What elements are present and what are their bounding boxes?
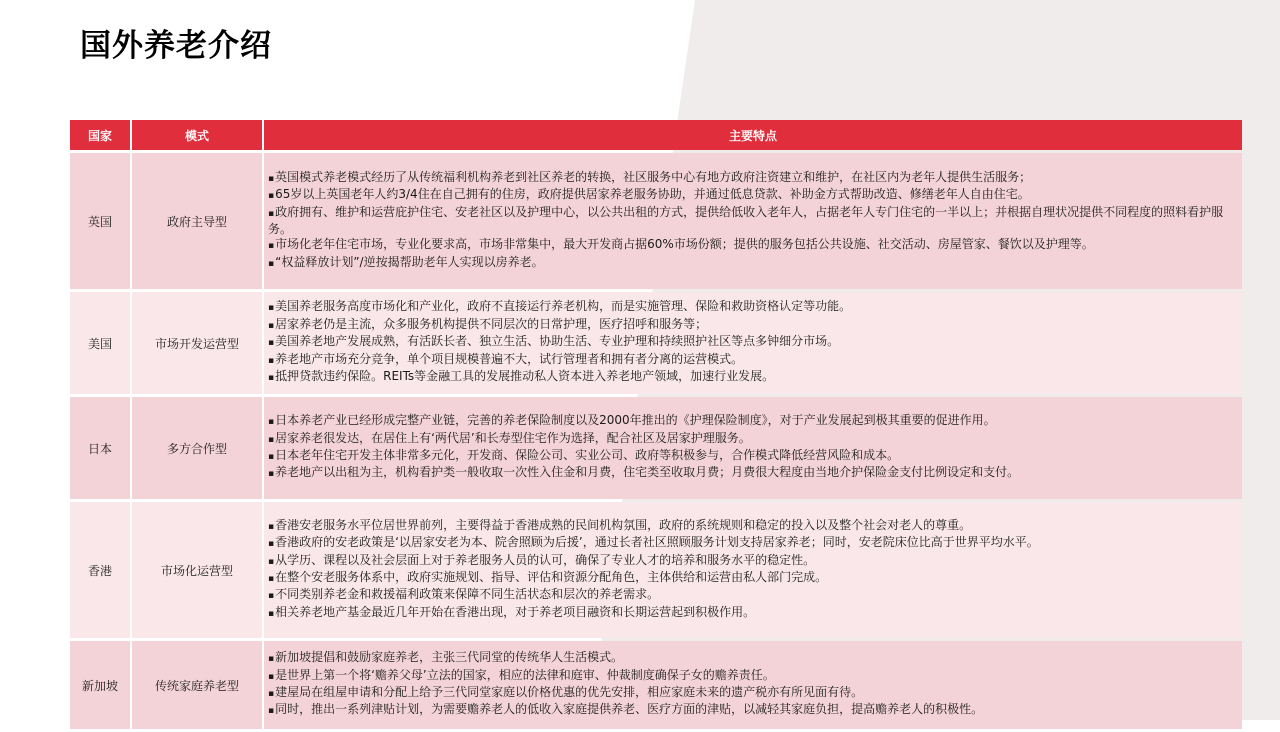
feature-list <box>268 170 1236 272</box>
table-row <box>70 153 1242 289</box>
feature-item: ▪ 新加坡提倡和鼓励家庭养老，主张三代同堂的传统华人生活模式。 <box>268 650 1236 667</box>
feature-list <box>268 299 1236 386</box>
feature-item: ▪ 65岁以上英国老年人约3/4住在自己拥有的住房，政府提供居家养老服务协助，并通过低息贷款、补助金方式帮助改造、修缮老年人自由住宅。 <box>268 187 1236 204</box>
feature-item: ▪ 养老地产市场充分竞争，单个项目规模普遍不大，试行管理者和拥有者分离的运营模式。 <box>268 352 1236 369</box>
feature-item: ▪ 抵押贷款违约保险。REITs等金融工具的发展推动私人资本进入养老地产领域，加速行业发展。 <box>268 369 1236 386</box>
country-cell: 美国 <box>70 292 130 394</box>
feature-item: ▪ 市场化老年住宅市场，专业化要求高，市场非常集中，最大开发商占据60%市场份额；提供的服务包括公共设施、社交活动、房屋管家、餐饮以及护理等。 <box>268 237 1236 254</box>
feature-item: ▪ 在整个安老服务体系中，政府实施规划、指导、评估和资源分配角色，主体供给和运营由私人部门完成。 <box>268 570 1236 587</box>
features-cell <box>262 153 1242 289</box>
page-title: 国外养老介绍 <box>80 28 272 64</box>
mode-cell: 传统家庭养老型 <box>130 641 262 729</box>
feature-item: ▪ 香港政府的安老政策是‘以居家安老为本、院舍照顾为后援’，通过长者社区照顾服务计划支持居家养老；同时，安老院床位比高于世界平均水平。 <box>268 535 1236 552</box>
elderly-care-table <box>70 117 1242 732</box>
feature-item: ▪ 从学历、课程以及社会层面上对于养老服务人员的认可，确保了专业人才的培养和服务水平的稳定性。 <box>268 553 1236 570</box>
features-cell <box>262 292 1242 394</box>
features-cell <box>262 641 1242 729</box>
feature-item: ▪ 居家养老仍是主流，众多服务机构提供不同层次的日常护理，医疗招呼和服务等； <box>268 317 1236 334</box>
feature-item: ▪ 美国养老地产发展成熟，有活跃长者、独立生活、协助生活、专业护理和持续照护社区等点多钟细分市场。 <box>268 334 1236 351</box>
country-cell: 英国 <box>70 153 130 289</box>
table-row <box>70 502 1242 638</box>
mode-cell: 市场化运营型 <box>130 502 262 638</box>
mode-cell: 多方合作型 <box>130 397 262 499</box>
feature-item: ▪ 是世界上第一个将‘赡养父母’立法的国家，相应的法律和庭审、仲裁制度确保子女的赡养责任。 <box>268 668 1236 685</box>
feature-item: ▪ 美国养老服务高度市场化和产业化，政府不直接运行养老机构，而是实施管理、保险和救助资格认定等功能。 <box>268 299 1236 316</box>
feature-item: ▪ 建屋局在组屋申请和分配上给予三代同堂家庭以价格优惠的优先安排，相应家庭未来的遗产税亦有所见面有待。 <box>268 685 1236 702</box>
table-row <box>70 641 1242 729</box>
table-row <box>70 292 1242 394</box>
features-cell <box>262 502 1242 638</box>
feature-list <box>268 518 1236 622</box>
feature-item: ▪ 香港安老服务水平位居世界前列，主要得益于香港成熟的民间机构氛围，政府的系统规则和稳定的投入以及整个社会对老人的尊重。 <box>268 518 1236 535</box>
feature-item: ▪ 同时，推出一系列津贴计划，为需要赡养老人的低收入家庭提供养老、医疗方面的津贴，以减轻其家庭负担，提高赡养老人的积极性。 <box>268 702 1236 719</box>
feature-item: ▪ 居家养老很发达，在居住上有‘两代居’和长寿型住宅作为选择，配合社区及居家护理服务。 <box>268 431 1236 448</box>
mode-cell: 市场开发运营型 <box>130 292 262 394</box>
country-cell: 日本 <box>70 397 130 499</box>
feature-item: ▪ 政府拥有、维护和运营庇护住宅、安老社区以及护理中心，以公共出租的方式，提供给低收入老年人，占据老年人专门住宅的一半以上；并根据自理状况提供不同程度的照料看护服务。 <box>268 205 1236 238</box>
feature-item: ▪ 英国模式养老模式经历了从传统福利机构养老到社区养老的转换，社区服务中心有地方政府注资建立和维护，在社区内为老年人提供生活服务； <box>268 170 1236 187</box>
feature-item: ▪ “权益释放计划”/逆按揭帮助老年人实现以房养老。 <box>268 255 1236 272</box>
feature-item: ▪ 日本老年住宅开发主体非常多元化，开发商、保险公司、实业公司、政府等积极参与，合作模式降低经营风险和成本。 <box>268 448 1236 465</box>
table-row <box>70 397 1242 499</box>
feature-item: ▪ 相关养老地产基金最近几年开始在香港出现，对于养老项目融资和长期运营起到积极作用。 <box>268 605 1236 622</box>
mode-cell: 政府主导型 <box>130 153 262 289</box>
header-country: 国家 <box>70 120 130 150</box>
feature-item: ▪ 不同类别养老金和救援福利政策来保障不同生活状态和层次的养老需求。 <box>268 587 1236 604</box>
feature-list <box>268 650 1236 720</box>
feature-item: ▪ 日本养老产业已经形成完整产业链，完善的养老保险制度以及2000年推出的《护理保险制度》，对于产业发展起到极其重要的促进作用。 <box>268 413 1236 430</box>
header-mode: 模式 <box>130 120 262 150</box>
header-features: 主要特点 <box>262 120 1242 150</box>
feature-list <box>268 413 1236 483</box>
feature-item: ▪ 养老地产以出租为主，机构看护类一般收取一次性入住金和月费，住宅类至收取月费；月费很大程度由当地介护保险金支付比例设定和支付。 <box>268 465 1236 482</box>
country-cell: 新加坡 <box>70 641 130 729</box>
table-header-row <box>70 120 1242 150</box>
country-cell: 香港 <box>70 502 130 638</box>
features-cell <box>262 397 1242 499</box>
